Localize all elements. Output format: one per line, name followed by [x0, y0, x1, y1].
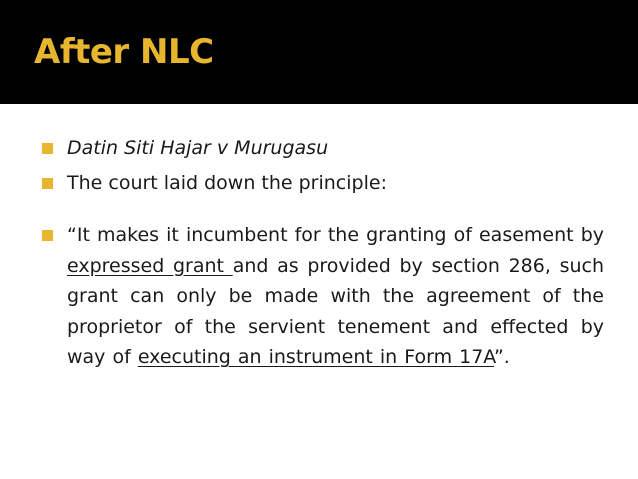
square-bullet-icon [42, 143, 53, 154]
square-bullet-icon [42, 230, 53, 241]
quote-text [67, 220, 604, 373]
quote-part-1: “It makes it incumbent for the granting of easement by [67, 224, 604, 246]
quote-part-2: and as provided by section 286, such grant can only be made with the agreement of the proprietor of the servient tenement and effected by way of [67, 254, 604, 368]
expressed-grant-underline: expressed grant [67, 254, 233, 277]
bullet-item-case-name [42, 133, 604, 164]
quote-part-3: ”. [493, 346, 510, 368]
slide-content [42, 133, 604, 373]
form-17a-underline: executing an instrument in Form 17A [137, 346, 494, 368]
title-bar [0, 0, 638, 104]
square-bullet-icon [42, 178, 53, 189]
bullet-item-quote [42, 220, 604, 373]
slide-title: After NLC [34, 32, 214, 72]
case-name-text: Datin Siti Hajar v Murugasu [67, 137, 329, 159]
bullet-item-principle [42, 168, 604, 199]
principle-text: The court laid down the principle: [67, 172, 387, 194]
